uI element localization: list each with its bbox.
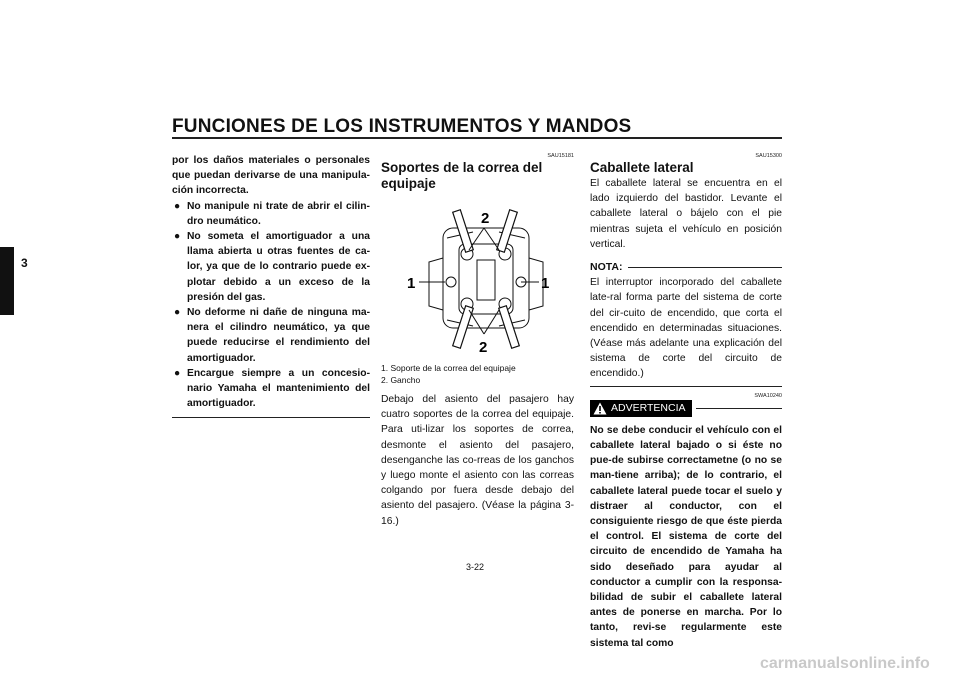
- seat-underside-illustration: [381, 198, 574, 358]
- warning-text: No se debe conducir el vehículo con el caballete lateral bajado o si éste no pue-de subirse correctametne (o no se man-tiene arriba); de lo contrario, el caballete lateral puede tocar el suelo y distraer al conductor, con el consiguiente riesgo de que éste pierda el control. El sistema de corte del circuito de encendido de Yamaha ha sido deseñado para ayudar al conductor a cumplir con la responsa-bilidad de subir el caballete lateral antes de ponerse en marcha. Por lo tanto, revi-se regularmente este sistema tal como: [590, 424, 782, 649]
- nota-text: El interruptor incorporado del caballete late-ral forma parte del sistema de corte del cir-cuito de encendido, que corta el encendido en determinadas situaciones. (Véase más adelante una explicación del sistema de corte del circuito de encendido.): [590, 277, 782, 380]
- nota-end-rule: [590, 386, 782, 387]
- figure-label-1-left: 1: [407, 275, 416, 292]
- luggage-strap-figure: [381, 198, 574, 358]
- bullet-dot-icon: ●: [174, 307, 181, 319]
- caution-bullets: [172, 199, 370, 412]
- figure-label-2-bottom: 2: [479, 339, 488, 356]
- section-body: Debajo del asiento del pasajero hay cuatro soportes de la correa del equipaje. Para uti-lizar los soportes de correa, desmonte el asiento del pasajero, desenganche las co-rreas de los ganchos y luego monte el asiento con las correas colgando por fuera desde debajo del asiento del pasajero. (Véase la página 3-16.): [381, 394, 574, 527]
- warning-rule: [696, 408, 783, 409]
- bullet-dot-icon: ●: [174, 200, 181, 212]
- chapter-tab: [0, 247, 14, 315]
- section-title: Soportes de la correa del equipaje: [381, 160, 543, 191]
- section-title: Caballete lateral: [590, 160, 694, 175]
- caption-item: 2. Gancho: [381, 375, 421, 385]
- nota-heading: [590, 260, 782, 275]
- nota-rule: [628, 267, 782, 268]
- bullet-dot-icon: ●: [174, 367, 181, 379]
- page-header-title: FUNCIONES DE LOS INSTRUMENTOS Y MANDOS: [172, 116, 632, 137]
- page-number: 3-22: [466, 562, 485, 572]
- caption-item: 1. Soporte de la correa del equipaje: [381, 363, 516, 373]
- warning-code: SWA10240: [754, 392, 782, 399]
- figure-label-1-right: 1: [541, 275, 550, 292]
- warning-label: ADVERTENCIA: [611, 401, 686, 414]
- column-1: [172, 153, 370, 418]
- bullet-item: ● No deforme ni dañe de ninguna ma-nera el cilindro neumático, ya que puede reducirse el rendimiento del amortiguador.: [174, 307, 370, 364]
- warning-heading: [590, 400, 782, 417]
- section-code: SAU15300: [755, 153, 782, 159]
- bullet-item: ● Encargue siempre a un concesio-nario Yamaha el mantenimiento del amortiguador.: [174, 367, 370, 410]
- warning-triangle-icon: [593, 402, 607, 415]
- section-code: SAU15181: [547, 153, 574, 159]
- caution-intro: por los daños materiales o personales que puedan derivarse de una manipula-ción incorrecta.: [172, 155, 370, 197]
- section-body: El caballete lateral se encuentra en el lado izquierdo del bastidor. Levante el caballete lateral o bájelo con el pie mientras sujeta el vehículo en posición vertical.: [590, 178, 782, 250]
- column-2: [381, 153, 574, 529]
- header-rule: [172, 137, 782, 139]
- figure-label-2-top: 2: [481, 210, 490, 227]
- nota-label: NOTA:: [590, 261, 623, 274]
- figure-captions: [381, 362, 574, 386]
- chapter-number: 3: [21, 256, 28, 270]
- bullet-item: ● No manipule ni trate de abrir el cilin-dro neumático.: [174, 200, 370, 227]
- bullet-item: ● No someta el amortiguador a una llama abierta u otras fuentes de ca-lor, ya que de lo contrario puede ex-plotar debido a un exceso de la presión del gas.: [174, 231, 370, 303]
- warning-badge: [590, 400, 692, 417]
- watermark: carmanualsonline.info: [760, 655, 930, 672]
- bullet-dot-icon: ●: [174, 231, 181, 243]
- column-3: [590, 153, 782, 651]
- caution-end-rule: [172, 417, 370, 418]
